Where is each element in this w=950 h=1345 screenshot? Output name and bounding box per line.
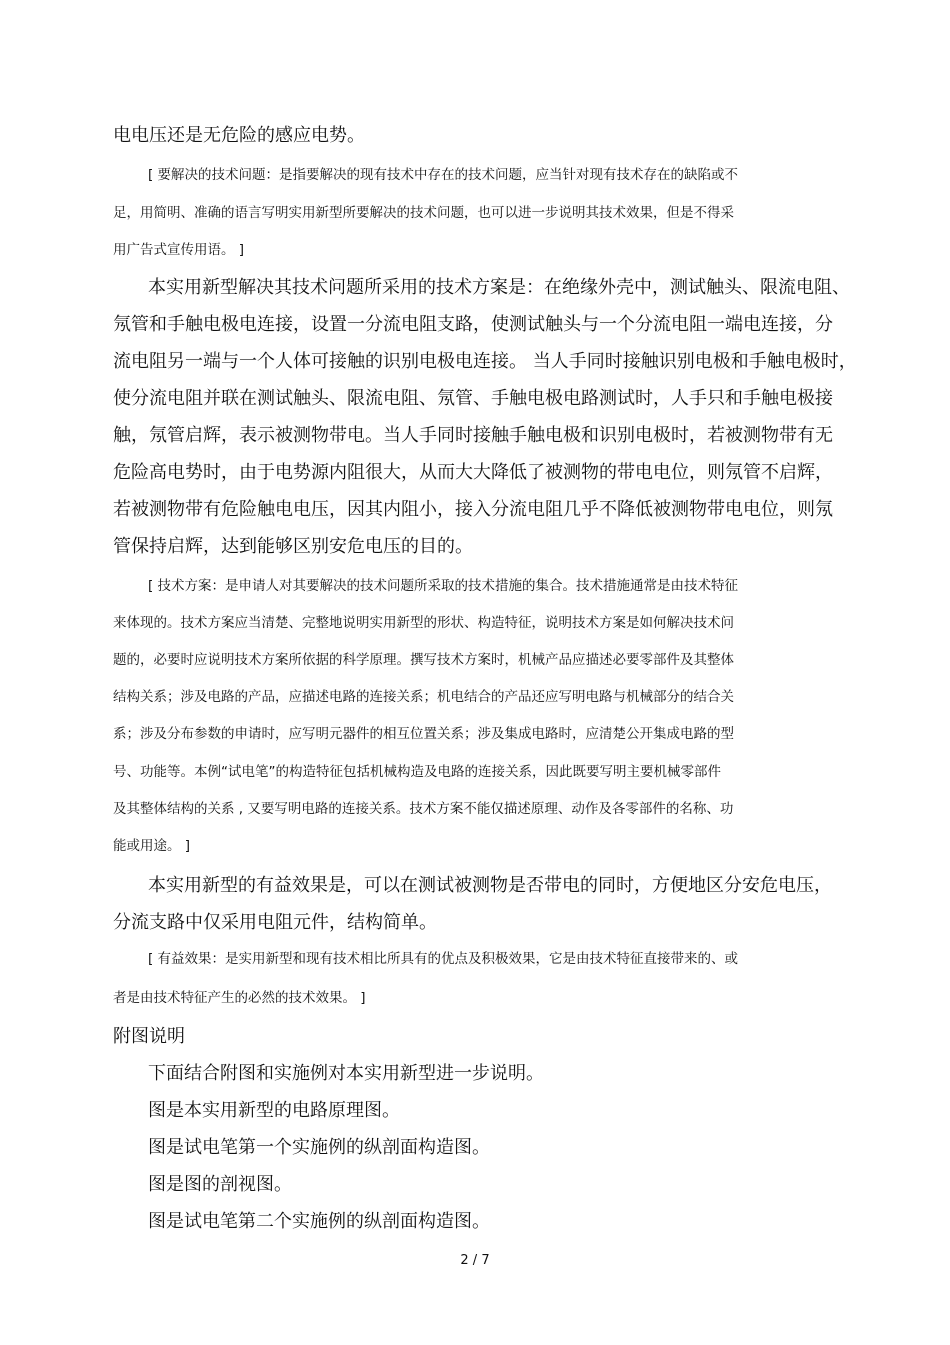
text-line: 号、功能等。本例“试电笔”的构造特征包括机械构造及电路的连接关系，因此既要写明主要机械零部件 [113,764,721,780]
text-line: 用广告式宣传用语。 ] [113,242,245,258]
text-line: [ 要解决的技术问题：是指要解决的现有技术中存在的技术问题，应当针对现有技术存在的缺陷或不 [148,167,739,183]
text-line: 分流支路中仅采用电阻元件，结构简单。 [113,912,437,933]
text-line: 图是试电笔第二个实施例的纵剖面构造图。 [148,1211,490,1232]
text-line: 图是本实用新型的电路原理图。 [148,1100,400,1121]
page-number: 2 / 7 [460,1253,490,1268]
text-line: 触，氖管启辉，表示被测物带电。当人手同时接触手触电极和识别电极时，若被测物带有无 [113,425,833,446]
text-line: 足，用简明、准确的语言写明实用新型所要解决的技术问题，也可以进一步说明其技术效果，但是不得采 [113,205,734,221]
text-line: 危险高电势时，由于电势源内阻很大，从而大大降低了被测物的带电电位，则氖管不启辉， [113,462,833,483]
text-line: 者是由技术特征产生的必然的技术效果。 ] [113,990,366,1006]
text-line: [ 技术方案：是申请人对其要解决的技术问题所采取的技术措施的集合。技术措施通常是由技术特征 [148,578,739,594]
text-line: 下面结合附图和实施例对本实用新型进一步说明。 [148,1063,544,1084]
text-line: 结构关系；涉及电路的产品，应描述电路的连接关系；机电结合的产品还应写明电路与机械部分的结合关 [113,689,734,705]
text-line: 图是图的剖视图。 [148,1174,292,1195]
text-line: 流电阻另一端与一个人体可接触的识别电极电连接。 当人手同时接触识别电极和手触电极时， [113,351,857,372]
text-line: 本实用新型的有益效果是，可以在测试被测物是否带电的同时，方便地区分安危电压， [148,875,832,896]
text-line: 及其整体结构的关系 , 又要写明电路的连接关系。技术方案不能仅描述原理、动作及各零部件的名称、功 [113,801,734,817]
text-line: 能或用途。 ] [113,838,191,854]
text-line: 图是试电笔第一个实施例的纵剖面构造图。 [148,1137,490,1158]
text-line: 本实用新型解决其技术问题所采用的技术方案是：在绝缘外壳中，测试触头、限流电阻、 [148,277,850,298]
text-line: 电电压还是无危险的感应电势。 [113,125,365,146]
text-line: 系；涉及分布参数的申请时，应写明元器件的相互位置关系；涉及集成电路时，应清楚公开集成电路的型 [113,726,734,742]
text-line: 来体现的。技术方案应当清楚、完整地说明实用新型的形状、构造特征，说明技术方案是如何解决技术问 [113,615,734,631]
text-line: 若被测物带有危险触电电压，因其内阻小，接入分流电阻几乎不降低被测物带电电位，则氖 [113,499,833,520]
text-line: 附图说明 [113,1026,185,1047]
text-line: [ 有益效果：是实用新型和现有技术相比所具有的优点及积极效果，它是由技术特征直接带来的、或 [148,951,739,967]
text-line: 氖管和手触电极电连接，设置一分流电阻支路，使测试触头与一个分流电阻一端电连接，分 [113,314,833,335]
text-line: 题的，必要时应说明技术方案所依据的科学原理。撰写技术方案时，机械产品应描述必要零部件及其整体 [113,652,734,668]
text-line: 管保持启辉，达到能够区别安危电压的目的。 [113,536,473,557]
text-line: 使分流电阻并联在测试触头、限流电阻、氖管、手触电极电路测试时，人手只和手触电极接 [113,388,833,409]
